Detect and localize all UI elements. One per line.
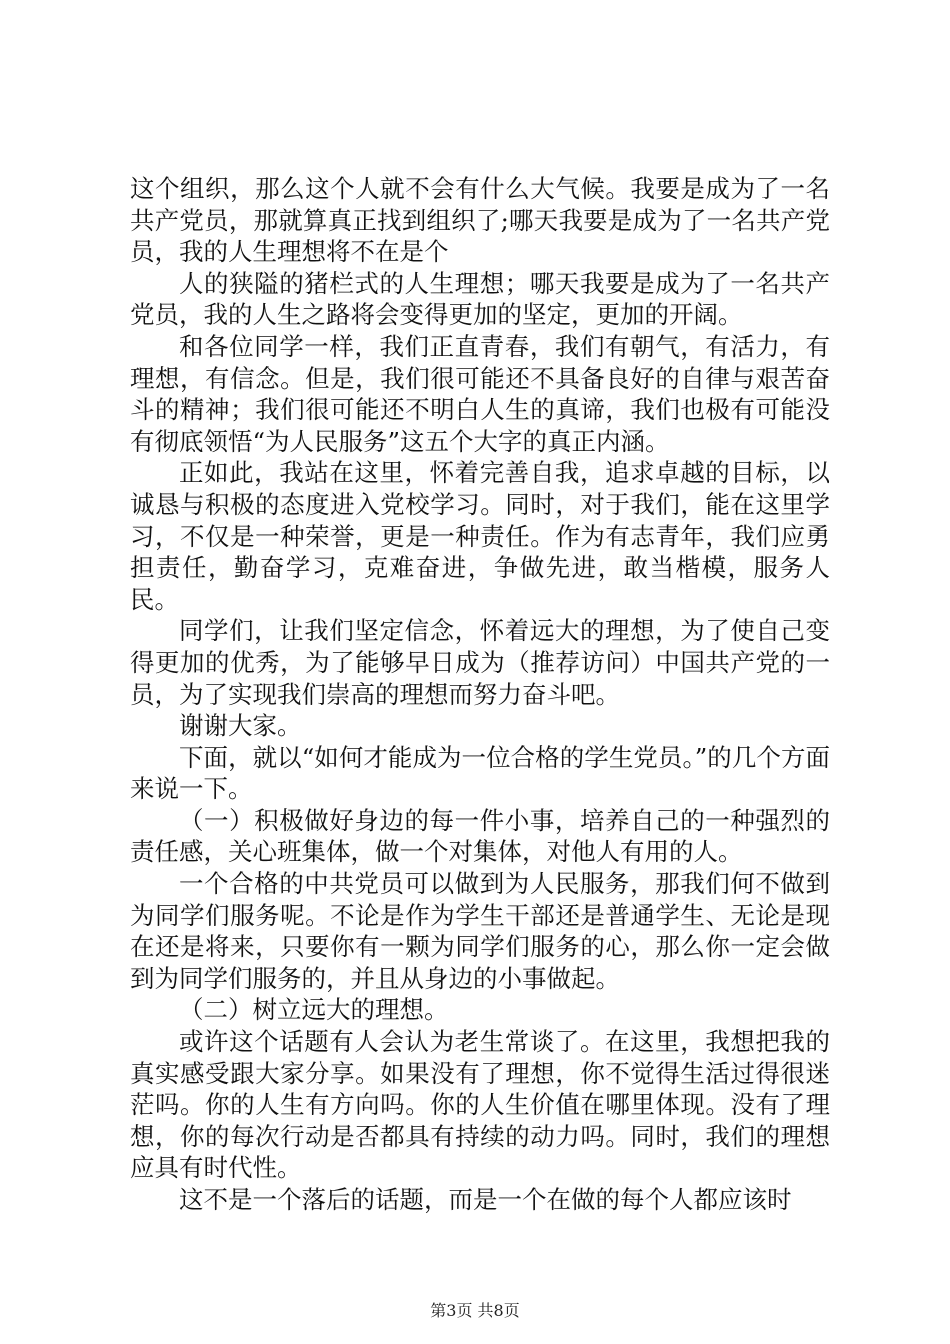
paragraph-2: 人的狭隘的猪栏式的人生理想；哪天我要是成为了一名共产党员，我的人生之路将会变得更加的坚定，更加的开阔。	[130, 268, 830, 330]
paragraph-10: （二）树立远大的理想。	[179, 995, 449, 1025]
paragraph-6: 谢谢大家。	[179, 711, 302, 741]
page-footer: 第3页 共8页	[430, 1301, 520, 1320]
paragraph-9: 一个合格的中共党员可以做到为人民服务，那我们何不做到为同学们服务呢。不论是作为学生干部还是普通学生、无论是现在还是将来，只要你有一颗为同学们服务的心，那么你一定会做到为同学们服务的，并且从身边的小事做起。	[130, 869, 830, 993]
paragraph-1: 这个组织，那么这个人就不会有什么大气候。我要是成为了一名共产党员，那就算真正找到组织了;哪天我要是成为了一名共产党员，我的人生理想将不在是个	[130, 174, 830, 267]
paragraph-8: （一）积极做好身边的每一件小事，培养自己的一种强烈的责任感，关心班集体，做一个对集体，对他人有用的人。	[130, 805, 830, 867]
paragraph-4: 正如此，我站在这里，怀着完善自我，追求卓越的目标，以诚恳与积极的态度进入党校学习。同时，对于我们，能在这里学习，不仅是一种荣誉，更是一种责任。作为有志青年，我们应勇担责任，勤奋学习，克难奋进，争做先进，敢当楷模，服务人民。	[130, 458, 830, 614]
paragraph-11: 或许这个话题有人会认为老生常谈了。在这里，我想把我的真实感受跟大家分享。如果没有了理想，你不觉得生活过得很迷茫吗。你的人生有方向吗。你的人生价值在哪里体现。没有了理想，你的每次行动是否都具有持续的动力吗。同时，我们的理想应具有时代性。	[130, 1027, 830, 1183]
paragraph-5: 同学们，让我们坚定信念，怀着远大的理想，为了使自己变得更加的优秀，为了能够早日成为（推荐访问）中国共产党的一员，为了实现我们崇高的理想而努力奋斗吧。	[130, 616, 830, 709]
paragraph-3: 和各位同学一样，我们正直青春，我们有朝气，有活力，有理想，有信念。但是，我们很可能还不具备良好的自律与艰苦奋斗的精神；我们很可能还不明白人生的真谛，我们也极有可能没有彻底领悟“为人民服务”这五个大字的真正内涵。	[130, 331, 830, 456]
paragraph-7: 下面，就以“如何才能成为一位合格的学生党员。”的几个方面来说一下。	[130, 742, 830, 804]
paragraph-12: 这不是一个落后的话题，而是一个在做的每个人都应该时	[179, 1185, 792, 1214]
body-text	[130, 173, 830, 1216]
